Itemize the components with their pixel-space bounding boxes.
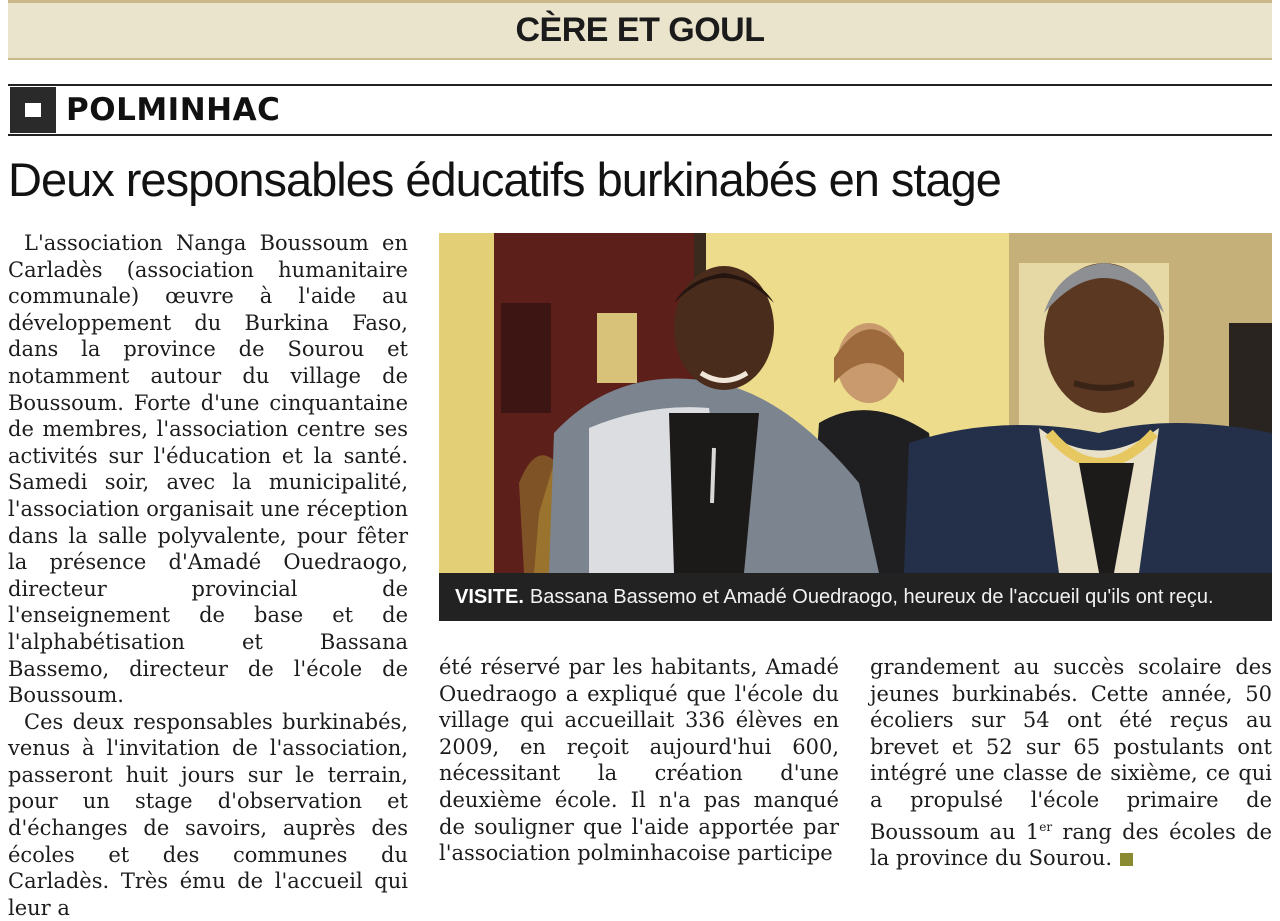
commune-name: POLMINHAC bbox=[66, 92, 281, 128]
article-headline: Deux responsables éducatifs burkinabés en stage bbox=[8, 153, 1001, 206]
end-of-article-icon bbox=[1120, 853, 1133, 866]
square-bullet-icon bbox=[10, 87, 56, 133]
article-photo bbox=[439, 233, 1272, 573]
paragraph-1: L'association Nanga Boussoum en Carladès (association humanitaire communale) œuvre à l'aide au développement du Burkina Faso, dans la province de Sourou et notamment autour du village de Boussoum. Forte d'une cinquantaine de membres, l'association centre ses activités sur l'éducation et la santé. Samedi soir, avec la municipalité, l'association organisait une réception dans la salle polyvalente, pour fêter la présence d'Amadé Ouedraogo, directeur provincial de l'enseignement de base et de l'alphabétisation et Bassana Bassemo, directeur de l'école de Boussoum. bbox=[8, 231, 408, 708]
section-rubric bbox=[8, 0, 1272, 60]
article-column-1 bbox=[8, 230, 408, 921]
commune-header bbox=[8, 84, 1272, 136]
paragraph-4 bbox=[870, 654, 1272, 872]
ordinal-suffix: er bbox=[1039, 819, 1053, 834]
caption-lead: VISITE. bbox=[455, 585, 524, 608]
article-column-2 bbox=[439, 654, 839, 867]
paragraph-2: Ces deux responsables burkinabés, venus à l'invitation de l'association, passeront huit jours sur le terrain, pour un stage d'observation et d'échanges de savoirs, auprès des écoles et des communes du Carladès. Très ému de l'accueil qui leur a bbox=[8, 709, 408, 920]
caption-text: Bassana Bassemo et Amadé Ouedraogo, heureux de l'accueil qu'ils ont reçu. bbox=[529, 585, 1214, 608]
rubric-title: CÈRE ET GOUL bbox=[515, 11, 765, 49]
photo-illustration bbox=[439, 233, 1272, 573]
paragraph-4-text: grandement au succès scolaire des jeunes burkinabés. Cette année, 50 écoliers sur 54 ont été reçus au brevet et 52 sur 65 postulants ont intégré une classe de sixième, ce qui a propulsé l'école primaire de Boussoum au 1 bbox=[870, 655, 1272, 844]
article-column-3 bbox=[870, 654, 1272, 872]
photo-caption bbox=[439, 573, 1272, 621]
paragraph-4-end: rang des écoles de la province du Sourou. bbox=[870, 819, 1272, 871]
paragraph-3: été réservé par les habitants, Amadé Ouedraogo a expliqué que l'école du village qui accueillait 336 élèves en 2009, en reçoit aujourd'hui 600, nécessitant la création d'une deuxième école. Il n'a pas manqué de souligner que l'aide apportée par l'association polminhacoise participe bbox=[439, 655, 839, 866]
